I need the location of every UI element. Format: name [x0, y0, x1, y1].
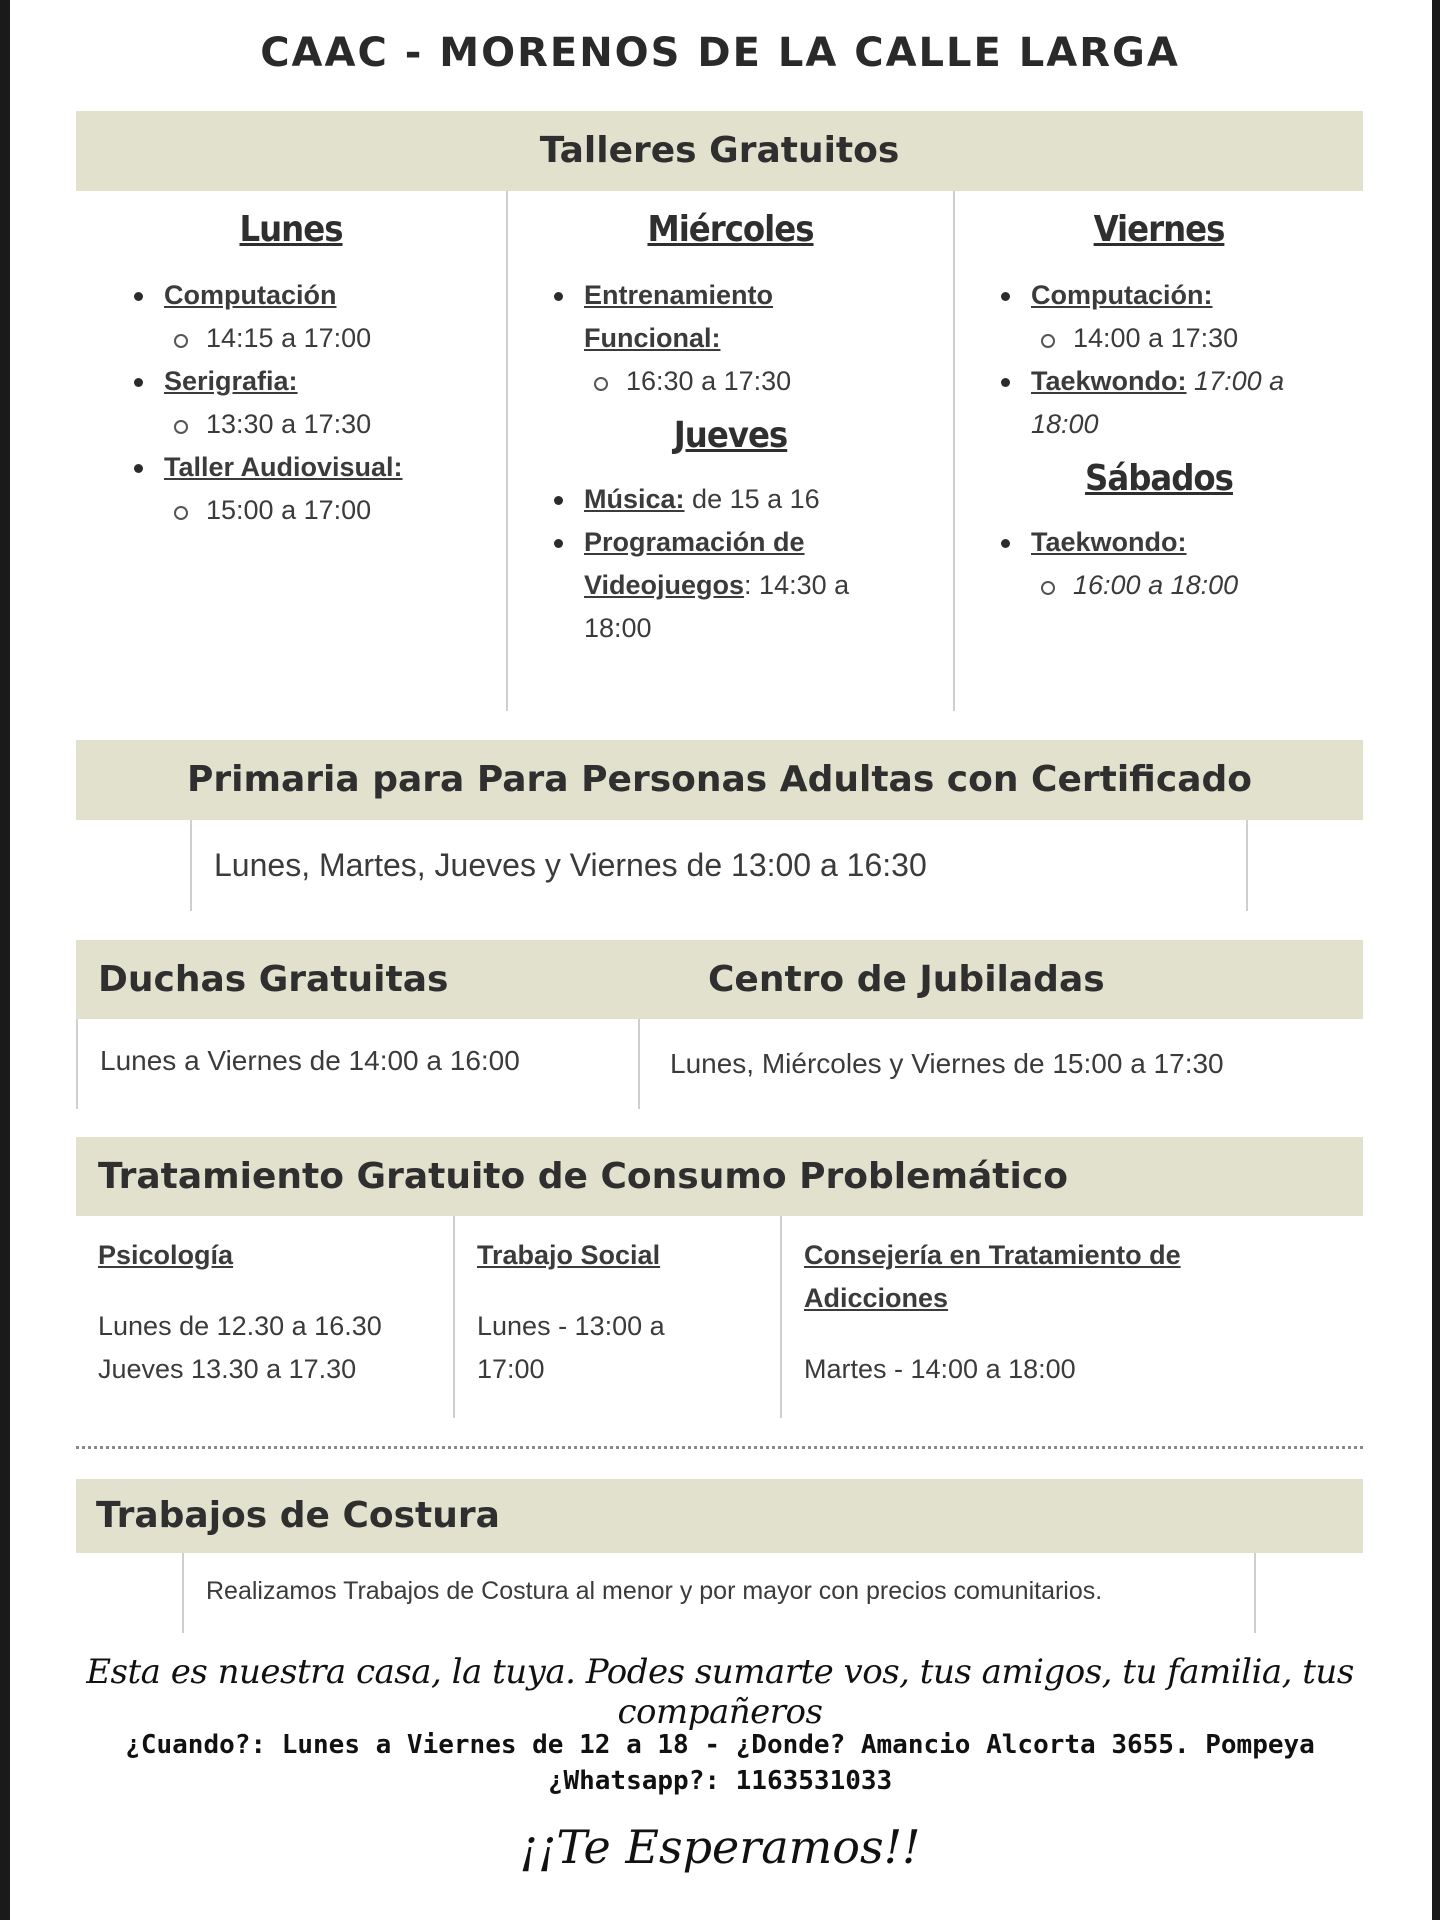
- psicologia-title: Psicología: [98, 1240, 234, 1270]
- duchas-heading: Duchas Gratuitas: [98, 959, 449, 1000]
- duchas-schedule: Lunes a Viernes de 14:00 a 16:00: [76, 1019, 640, 1109]
- trabajo-social-line2: 17:00: [477, 1354, 545, 1384]
- item-time: 14:00 a 17:30: [1031, 317, 1363, 360]
- list-item: [536, 521, 876, 650]
- costura-heading: Trabajos de Costura: [76, 1479, 1363, 1553]
- day-miercoles: Miércoles: [647, 209, 814, 250]
- trabajo-social-column: [453, 1216, 780, 1418]
- primaria-heading: Primaria para Para Personas Adultas con Certificado: [76, 740, 1363, 820]
- item-label: Serigrafia:: [164, 366, 298, 396]
- left-frame-border: [0, 0, 10, 1920]
- footer-closing: ¡¡Te Esperamos!!: [519, 1820, 921, 1874]
- list-jueves: [508, 478, 953, 650]
- right-frame-border: [1432, 0, 1440, 1920]
- day-lunes: Lunes: [239, 209, 343, 250]
- footer-when-where: ¿Cuando?: Lunes a Viernes de 12 a 18 - ¿Donde? Amancio Alcorta 3655. Pompeya: [125, 1730, 1315, 1760]
- footer-whatsapp: ¿Whatsapp?: 1163531033: [547, 1766, 893, 1796]
- item-label: Taller Audiovisual:: [164, 452, 403, 482]
- item-label: Entrenamiento Funcional:: [584, 280, 774, 353]
- list-item: [983, 360, 1303, 446]
- consejeria-title: Consejería en Tratamiento de Adicciones: [804, 1240, 1181, 1313]
- item-time: 13:30 a 17:30: [164, 403, 506, 446]
- item-time: 16:00 a 18:00: [1031, 564, 1363, 607]
- list-viernes: [955, 274, 1363, 446]
- list-item: [983, 274, 1363, 360]
- item-time: 16:30 a 17:30: [584, 360, 953, 403]
- psicologia-line2: Jueves 13.30 a 17.30: [98, 1354, 357, 1384]
- list-item: [116, 360, 506, 446]
- item-label: Taekwondo:: [1031, 527, 1187, 557]
- consejeria-line1: Martes - 14:00 a 18:00: [804, 1354, 1076, 1384]
- talleres-heading: Talleres Gratuitos: [76, 111, 1363, 191]
- psicologia-line1: Lunes de 12.30 a 16.30: [98, 1311, 382, 1341]
- item-time: 14:15 a 17:00: [164, 317, 506, 360]
- column-viernes: [953, 191, 1363, 711]
- item-time: 15:00 a 17:00: [164, 489, 506, 532]
- item-label: Programación de Videojuegos: [584, 527, 805, 600]
- list-item: [116, 274, 506, 360]
- day-viernes: Viernes: [1093, 209, 1225, 250]
- list-lunes: [76, 274, 506, 532]
- item-time: 17:00 a 18:00: [1031, 366, 1285, 439]
- jubiladas-schedule: Lunes, Miércoles y Viernes de 15:00 a 17:30: [670, 1048, 1224, 1079]
- item-time: de 15 a 16: [692, 484, 820, 514]
- list-item: [983, 521, 1363, 607]
- list-item: [536, 274, 953, 403]
- costura-text: Realizamos Trabajos de Costura al menor y por mayor con precios comunitarios.: [182, 1553, 1256, 1633]
- consejeria-column: [780, 1216, 1363, 1418]
- column-miercoles: [506, 191, 953, 711]
- list-sabados: [955, 521, 1363, 607]
- page-title: CAAC - MORENOS DE LA CALLE LARGA: [260, 30, 1180, 76]
- primaria-schedule: Lunes, Martes, Jueves y Viernes de 13:00 a 16:30: [190, 820, 1248, 911]
- trabajo-social-line1: Lunes - 13:00 a: [477, 1311, 665, 1341]
- item-time: : 14:30 a 18:00: [584, 570, 850, 643]
- tratamiento-heading: Tratamiento Gratuito de Consumo Problemático: [76, 1137, 1363, 1216]
- psicologia-column: [76, 1216, 453, 1418]
- list-miercoles: [508, 274, 953, 403]
- trabajo-social-title: Trabajo Social: [477, 1240, 661, 1270]
- dotted-divider: [76, 1446, 1363, 1449]
- item-label: Música:: [584, 484, 685, 514]
- item-label: Computación: [164, 280, 337, 310]
- column-lunes: [76, 191, 506, 711]
- day-sabados: Sábados: [1085, 458, 1233, 499]
- item-label: Taekwondo:: [1031, 366, 1187, 396]
- day-jueves: Jueves: [673, 415, 788, 456]
- list-item: [116, 446, 506, 532]
- duchas-jubiladas-band: [76, 940, 1363, 1019]
- footer-tagline: Esta es nuestra casa, la tuya. Podes sumarte vos, tus amigos, tu familia, tus compañeros: [86, 1652, 1354, 1732]
- item-label: Computación:: [1031, 280, 1213, 310]
- jubiladas-heading: Centro de Jubiladas: [708, 959, 1105, 1000]
- list-item: [536, 478, 953, 521]
